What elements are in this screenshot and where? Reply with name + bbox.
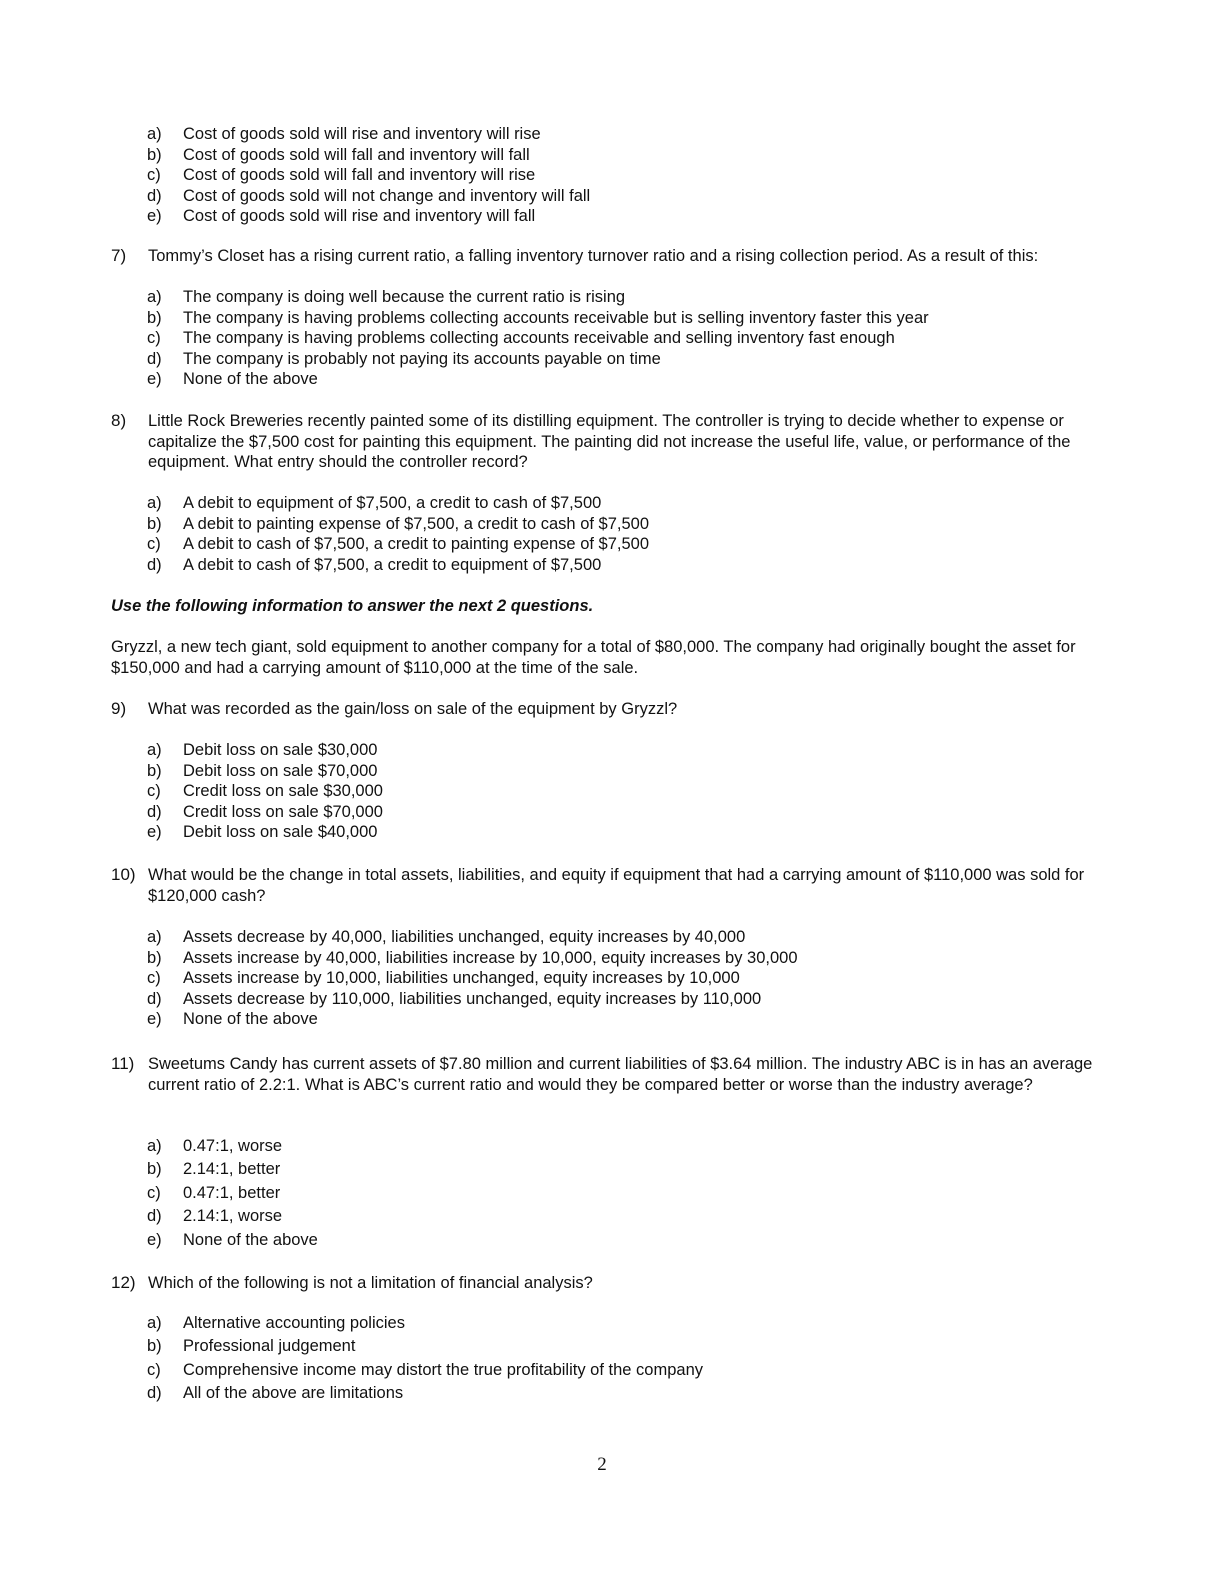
- option-text: Debit loss on sale $40,000: [183, 823, 378, 842]
- option-item: [147, 1205, 318, 1228]
- option-item: [147, 1335, 703, 1358]
- option-item: [147, 206, 590, 227]
- option-text: A debit to cash of $7,500, a credit to painting expense of $7,500: [183, 535, 650, 554]
- option-text: A debit to cash of $7,500, a credit to equipment of $7,500: [183, 555, 602, 574]
- option-letter: c): [147, 969, 161, 988]
- question-9: [111, 699, 1111, 720]
- option-letter: b): [147, 145, 162, 164]
- question-number: 8): [111, 411, 127, 430]
- option-item: [147, 514, 649, 535]
- option-text: All of the above are limitations: [183, 1384, 404, 1403]
- option-letter: c): [147, 1183, 161, 1202]
- option-letter: c): [147, 329, 161, 348]
- question-7: [111, 246, 1111, 267]
- question-number: 10): [111, 865, 136, 884]
- option-text: Credit loss on sale $70,000: [183, 802, 383, 821]
- option-letter: a): [147, 741, 162, 759]
- option-item: [147, 124, 590, 145]
- option-text: Alternative accounting policies: [183, 1314, 405, 1332]
- option-letter: d): [147, 989, 162, 1008]
- option-text: Cost of goods sold will rise and inventory will fall: [183, 207, 536, 226]
- question-text: What was recorded as the gain/loss on sale of the equipment by Gryzzl?: [148, 700, 678, 718]
- option-item: [147, 1009, 798, 1030]
- option-letter: a): [147, 494, 162, 512]
- option-text: None of the above: [183, 1230, 318, 1249]
- option-text: The company is doing well because the current ratio is rising: [183, 288, 626, 306]
- option-item: [147, 1229, 318, 1252]
- scenario-paragraph: Gryzzl, a new tech giant, sold equipment to another company for a total of $80,000. The company had originally bought the asset for $150,000 and had a carrying amount of $110,000 at the time of the sale.: [111, 638, 1076, 677]
- option-letter: d): [147, 555, 162, 574]
- option-text: Cost of goods sold will fall and inventory will fall: [183, 145, 530, 164]
- option-text: 0.47:1, worse: [183, 1137, 283, 1155]
- option-letter: d): [147, 1207, 162, 1226]
- question-number: 11): [111, 1054, 135, 1073]
- option-text: Assets decrease by 110,000, liabilities unchanged, equity increases by 110,000: [183, 989, 762, 1008]
- question-text: Little Rock Breweries recently painted some of its distilling equipment. The controller is trying to decide whether to expense or capitalize the $7,500 cost for painting this equipment. The painting did not increase the useful life, value, or performance of the equipment. What entry should the controller record?: [148, 412, 1071, 472]
- option-text: Professional judgement: [183, 1337, 356, 1356]
- question-7-options: [147, 287, 929, 390]
- option-item: [147, 740, 383, 761]
- question-10: [111, 865, 1111, 906]
- question-number: 9): [111, 699, 127, 718]
- option-text: Debit loss on sale $70,000: [183, 761, 378, 780]
- question-11: [111, 1054, 1111, 1095]
- option-item: [147, 948, 798, 969]
- question-11-options: [147, 1135, 318, 1252]
- option-letter: c): [147, 166, 161, 185]
- question-10-options: [147, 927, 798, 1030]
- question-number: 12): [111, 1273, 136, 1292]
- option-letter: a): [147, 1314, 162, 1332]
- option-item: [147, 968, 798, 989]
- option-letter: e): [147, 1010, 162, 1029]
- option-letter: e): [147, 370, 162, 389]
- option-item: [147, 287, 929, 308]
- question-12-options: [147, 1312, 703, 1406]
- instruction-heading: Use the following information to answer the next 2 questions.: [111, 597, 594, 615]
- option-letter: b): [147, 1337, 162, 1356]
- option-letter: e): [147, 823, 162, 842]
- option-text: A debit to equipment of $7,500, a credit to cash of $7,500: [183, 494, 602, 512]
- option-letter: d): [147, 1384, 162, 1403]
- option-item: [147, 822, 383, 843]
- option-text: The company is having problems collecting accounts receivable but is selling inventory faster this year: [183, 308, 929, 327]
- option-text: Assets decrease by 40,000, liabilities unchanged, equity increases by 40,000: [183, 928, 746, 946]
- option-letter: b): [147, 308, 162, 327]
- option-letter: b): [147, 514, 162, 533]
- page-number: 2: [597, 1454, 607, 1475]
- option-letter: b): [147, 761, 162, 780]
- question-12: [111, 1273, 1111, 1294]
- option-letter: a): [147, 125, 162, 143]
- option-item: [147, 927, 798, 948]
- question-text: Tommy’s Closet has a rising current ratio, a falling inventory turnover ratio and a rising collection period. As a result of this:: [148, 247, 1039, 265]
- option-item: [147, 1359, 703, 1382]
- option-text: Comprehensive income may distort the true profitability of the company: [183, 1360, 703, 1379]
- option-item: [147, 1158, 318, 1181]
- option-text: Cost of goods sold will not change and inventory will fall: [183, 186, 591, 205]
- option-item: [147, 1182, 318, 1205]
- option-item: [147, 555, 649, 576]
- option-item: [147, 493, 649, 514]
- option-text: 0.47:1, better: [183, 1183, 281, 1202]
- question-number: 7): [111, 246, 127, 265]
- question-text: What would be the change in total assets, liabilities, and equity if equipment that had a carrying amount of $110,000 was sold for $120,000 cash?: [148, 866, 1085, 905]
- option-letter: a): [147, 288, 162, 306]
- option-text: Cost of goods sold will fall and inventory will rise: [183, 166, 536, 185]
- option-text: Cost of goods sold will rise and inventory will rise: [183, 125, 541, 143]
- option-text: None of the above: [183, 1010, 318, 1029]
- question-8: [111, 411, 1111, 473]
- option-letter: c): [147, 782, 161, 801]
- option-letter: d): [147, 349, 162, 368]
- option-item: [147, 328, 929, 349]
- option-text: The company is probably not paying its accounts payable on time: [183, 349, 661, 368]
- option-text: None of the above: [183, 370, 318, 389]
- option-letter: b): [147, 1160, 162, 1179]
- option-item: [147, 349, 929, 370]
- option-item: [147, 1382, 703, 1405]
- option-item: [147, 781, 383, 802]
- option-letter: a): [147, 1137, 162, 1155]
- option-letter: d): [147, 802, 162, 821]
- option-text: A debit to painting expense of $7,500, a credit to cash of $7,500: [183, 514, 650, 533]
- option-text: Assets increase by 40,000, liabilities increase by 10,000, equity increases by 30,000: [183, 948, 798, 967]
- option-letter: e): [147, 207, 162, 226]
- question-text: Sweetums Candy has current assets of $7.80 million and current liabilities of $3.64 million. The industry ABC is in has an average current ratio of 2.2:1. What is ABC’s current ratio and would they be compared better or worse than the industry average?: [148, 1055, 1093, 1094]
- option-item: [147, 989, 798, 1010]
- option-letter: d): [147, 186, 162, 205]
- option-letter: e): [147, 1230, 162, 1249]
- option-item: [147, 761, 383, 782]
- question-8-options: [147, 493, 649, 575]
- option-text: 2.14:1, better: [183, 1160, 281, 1179]
- option-item: [147, 369, 929, 390]
- carryover-options: [147, 124, 590, 227]
- option-item: [147, 145, 590, 166]
- question-text: Which of the following is not a limitation of financial analysis?: [148, 1274, 593, 1292]
- option-text: Debit loss on sale $30,000: [183, 741, 378, 759]
- option-item: [147, 1312, 703, 1335]
- option-item: [147, 802, 383, 823]
- option-letter: a): [147, 928, 162, 946]
- option-text: Credit loss on sale $30,000: [183, 782, 383, 801]
- option-item: [147, 308, 929, 329]
- question-9-options: [147, 740, 383, 843]
- option-item: [147, 1135, 318, 1158]
- option-letter: b): [147, 948, 162, 967]
- option-item: [147, 534, 649, 555]
- option-item: [147, 165, 590, 186]
- option-text: The company is having problems collecting accounts receivable and selling inventory fast enough: [183, 329, 895, 348]
- option-text: 2.14:1, worse: [183, 1207, 283, 1226]
- option-letter: c): [147, 535, 161, 554]
- option-letter: c): [147, 1360, 161, 1379]
- option-item: [147, 186, 590, 207]
- option-text: Assets increase by 10,000, liabilities unchanged, equity increases by 10,000: [183, 969, 740, 988]
